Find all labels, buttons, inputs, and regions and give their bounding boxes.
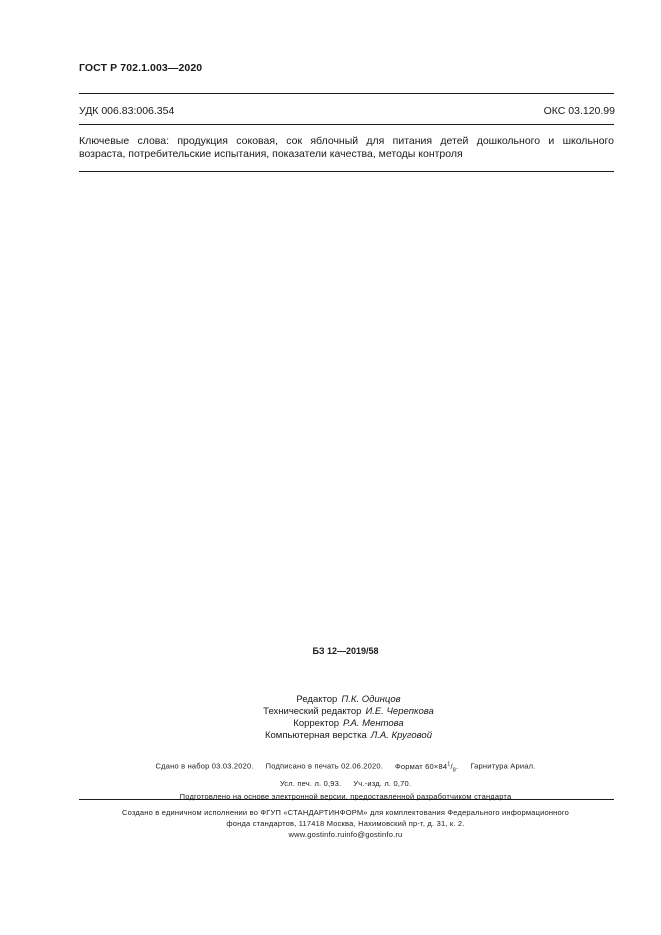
document-code: ГОСТ Р 702.1.003—2020 [79,62,203,74]
staff-corrector [0,718,661,730]
email-link[interactable]: info@gostinfo.ru [344,830,403,839]
creator-info [0,807,661,840]
creator-line-1: Создано в единичном исполнении во ФГУП «СТАНДАРТИНФОРМ» для комплектования Федерального информационного [121,808,570,817]
keywords [79,135,614,161]
oks-code: ОКС 03.120.99 [543,105,615,117]
staff-name: Р.А. Ментова [343,718,404,729]
pub-sheets: Уч.-изд. л. 0,70. [353,779,412,788]
sent-date: Сдано в набор 03.03.2020. [155,761,254,771]
staff-tech-editor [0,706,661,718]
creator-line-2: фонда стандартов, 117418 Москва, Нахимовский пр-т, д. 31, к. 2. [226,819,465,828]
publication-row-1 [0,758,661,777]
staff-list [0,694,661,742]
keywords-line-2: возраста, потребительские испытания, показатели качества, методы контроля [79,148,463,160]
staff-role: Технический редактор [263,706,362,717]
signed-date: Подписано в печать 02.06.2020. [265,761,383,771]
publication-info [0,758,661,803]
staff-layout [0,730,661,742]
staff-role: Корректор [293,718,340,729]
staff-name: Л.А. Круговой [370,730,432,741]
staff-role: Редактор [296,694,338,705]
print-sheets: Усл. печ. л. 0,93. [279,779,342,788]
divider-top [79,93,614,94]
divider-keywords [79,171,614,172]
website-link[interactable]: www.gostinfo.ru [288,830,345,839]
prepared-note: Подготовлено на основе электронной версии, предоставленной разработчиком стандарта [179,792,512,801]
staff-editor [0,694,661,706]
staff-name: И.Е. Черепкова [365,706,434,717]
divider-bottom [79,799,614,800]
staff-role: Компьютерная верстка [264,730,367,741]
publication-row-3 [0,790,661,803]
typeface: Гарнитура Ариал. [470,761,536,771]
bz-number: БЗ 12—2019/58 [312,646,379,656]
format: Формат $60\times 84^1/_8$. [395,761,459,773]
udk-code: УДК 006.83:006.354 [79,105,175,117]
keywords-line-1: Ключевые слова: продукция соковая, сок яблочный для питания детей дошкольного и школьного [79,135,614,147]
staff-name: П.К. Одинцов [341,694,401,705]
creator-contacts [0,829,661,840]
publication-row-2 [0,777,661,790]
divider-udk [79,124,614,125]
